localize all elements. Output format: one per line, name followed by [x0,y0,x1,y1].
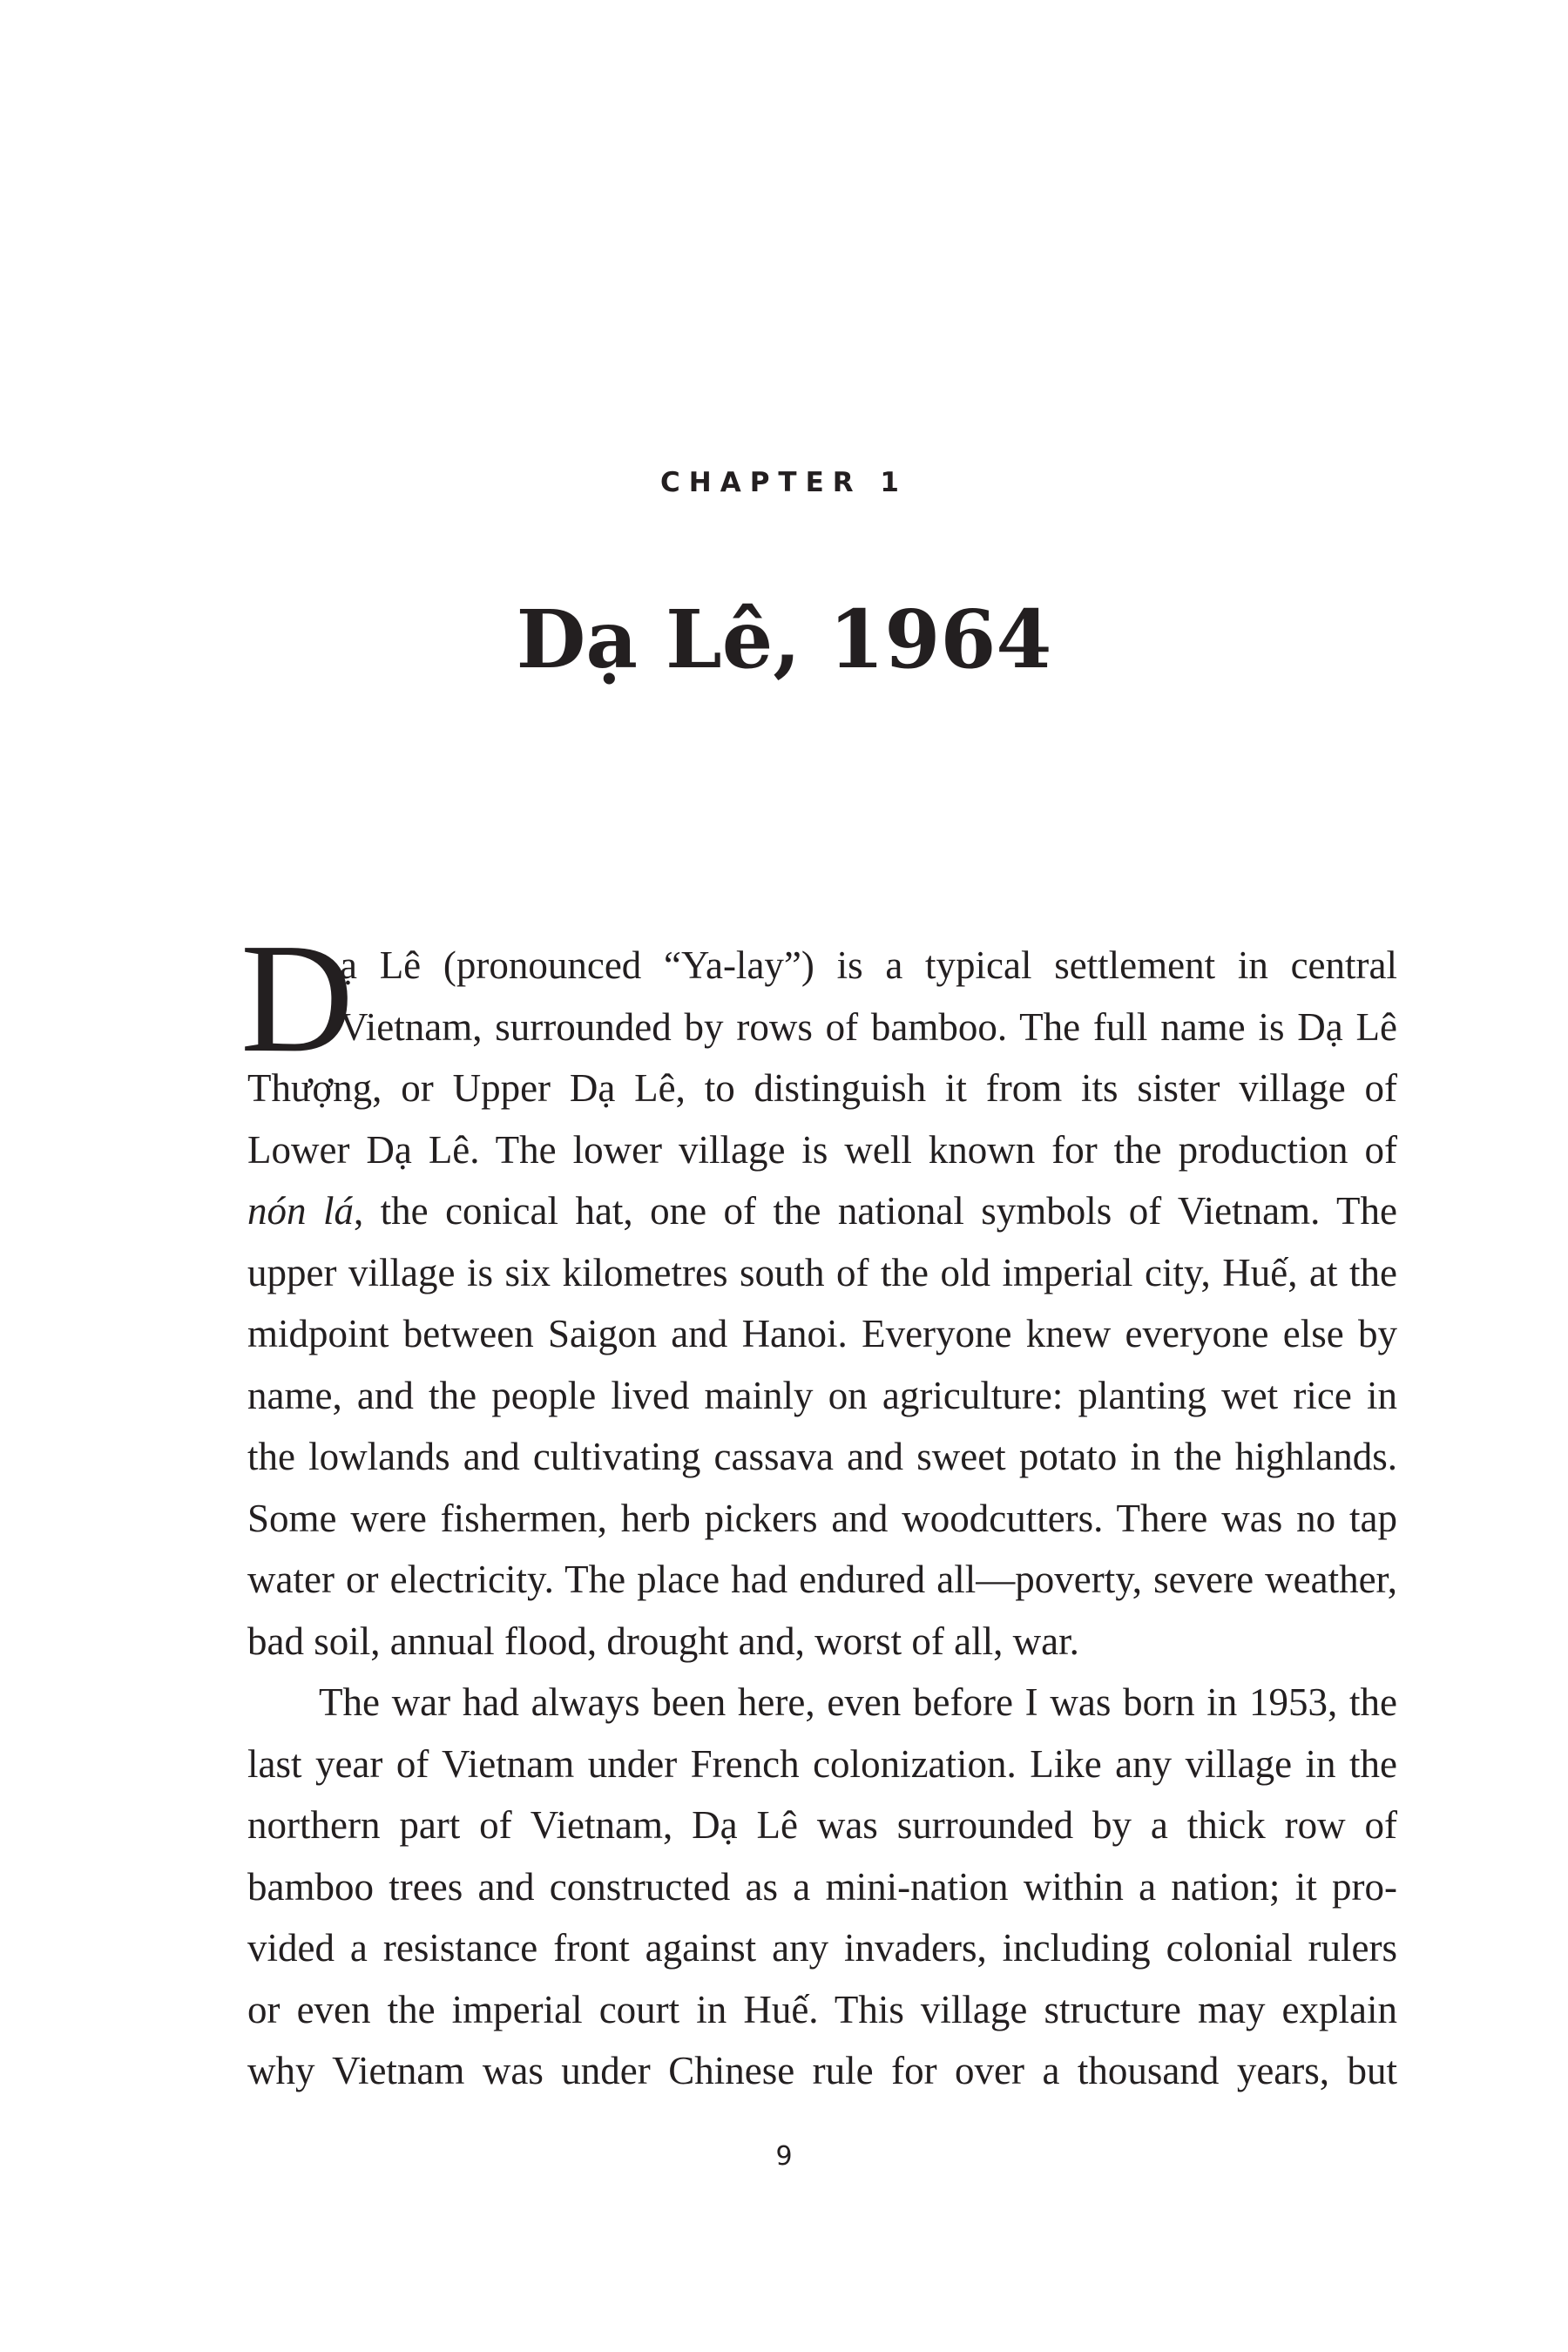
text-line: bad soil, annual flood, drought and, worst of all, war. [247,1619,1079,1663]
text-line: water or electricity. The place had endured all—poverty, severe weather, [247,1558,1397,1601]
text-line: or even the imperial court in Huế. This village structure may explain [247,1987,1397,2031]
chapter-title: Dạ Lê, 1964 [516,592,1052,686]
chapter-label: CHAPTER 1 [660,467,908,498]
italic-term: nón lá [247,1189,354,1233]
text-line-rest: , the conical hat, one of the national symbols of Vietnam. The [353,1189,1397,1233]
text-line: northern part of Vietnam, Dạ Lê was surrounded by a thick row of [247,1803,1397,1847]
text-line: upper village is six kilometres south of the old imperial city, Huế, at the [247,1250,1397,1294]
text-line: why Vietnam was under Chinese rule for over a thousand years, but [247,2049,1397,2092]
text-line: midpoint between Saigon and Hanoi. Everyone knew everyone else by [247,1312,1397,1355]
text-line: Lower Dạ Lê. The lower village is well known for the production of [247,1127,1397,1172]
page-number: 9 [775,2141,793,2172]
text-line: vided a resistance front against any invaders, including colonial rulers [247,1926,1397,1970]
text-line: ạ Lê (pronounced “Ya-lay”) is a typical settlement in central [340,943,1397,987]
text-line: the lowlands and cultivating cassava and sweet potato in the highlands. [247,1435,1397,1478]
paragraph-1 [240,911,1397,1672]
text-line [247,1180,1397,1242]
text-line: Vietnam, surrounded by rows of bamboo. The full name is Dạ Lê [340,1004,1397,1049]
text-line: The war had always been here, even before I was born in 1953, the [319,1680,1397,1724]
paragraph-2 [247,1672,1397,2102]
text-line: name, and the people lived mainly on agriculture: planting wet rice in [247,1373,1397,1417]
text-line: bamboo trees and constructed as a mini-nation within a nation; it pro- [247,1864,1397,1909]
text-line: Thượng, or Upper Dạ Lê, to distinguish it from its sister village of [247,1066,1397,1110]
drop-cap: D [240,911,354,1085]
text-line: Some were fishermen, herb pickers and woodcutters. There was no tap [247,1496,1397,1540]
body-text [240,911,1397,2102]
text-line: last year of Vietnam under French colonization. Like any village in the [247,1741,1397,1786]
